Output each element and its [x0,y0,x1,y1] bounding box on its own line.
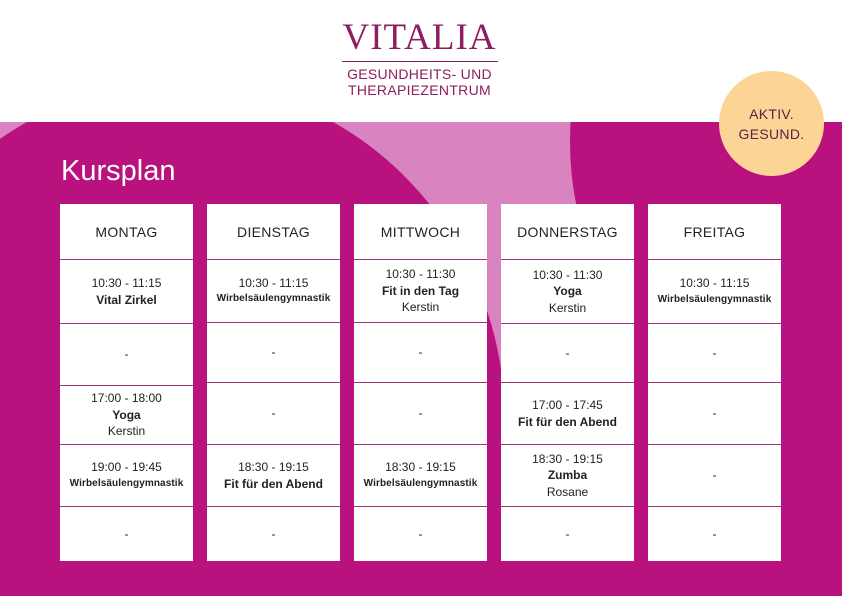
badge-line2: GESUND. [738,125,805,142]
empty-slot-dash: - [418,345,423,360]
course-name: Vital Zirkel [96,292,157,307]
empty-slot-dash: - [712,406,717,421]
course-slot [207,323,340,382]
course-slot [60,386,193,444]
course-time: 17:00 - 17:45 [532,398,603,412]
course-slot [354,445,487,506]
course-slot [354,323,487,382]
course-slot [501,507,634,561]
course-time: 19:00 - 19:45 [91,460,162,474]
course-slot [648,260,781,323]
course-slot [60,445,193,506]
course-slot [207,260,340,322]
day-header: DONNERSTAG [517,223,618,240]
slogan-badge [719,71,824,176]
course-slot [207,383,340,444]
course-slot [60,324,193,385]
course-slot [60,507,193,561]
empty-slot-dash: - [271,526,276,541]
day-column [207,204,340,561]
day-header: MONTAG [95,223,158,240]
course-slot [648,383,781,444]
day-header: MITTWOCH [380,223,461,240]
empty-slot-dash: - [124,347,129,362]
page-title: Kursplan [61,155,176,187]
course-name: Yoga [112,407,141,422]
day-column [354,204,487,561]
empty-slot-dash: - [124,526,129,541]
course-trainer: Kerstin [401,300,440,315]
brand-name: VITALIA [342,17,497,58]
course-name: Wirbelsäulengymnastik [216,293,331,304]
empty-slot-dash: - [712,345,717,360]
course-slot [207,445,340,506]
header [0,0,842,122]
day-column [60,204,193,561]
empty-slot-dash: - [565,345,570,360]
course-name: Zumba [547,468,588,483]
day-header: DIENSTAG [237,223,310,240]
course-time: 10:30 - 11:30 [532,267,603,282]
course-name: Fit für den Abend [224,476,323,491]
course-time: 18:30 - 19:15 [385,460,456,474]
course-slot [501,383,634,444]
course-slot [648,445,781,506]
badge-line1: AKTIV. [749,105,794,122]
course-slot [354,507,487,561]
course-time: 10:30 - 11:15 [679,276,750,290]
course-slot [354,260,487,322]
day-header: FREITAG [683,223,746,240]
course-slot [501,260,634,323]
empty-slot-dash: - [565,526,570,541]
brand-subtitle-line2: THERAPIEZENTRUM [348,82,491,98]
course-time: 18:30 - 19:15 [532,451,603,466]
course-slot [501,445,634,506]
course-slot [207,507,340,561]
course-name: Wirbelsäulengymnastik [657,293,772,305]
empty-slot-dash: - [418,406,423,421]
course-time: 10:30 - 11:30 [385,267,456,282]
brand-logo [332,18,507,98]
course-time: 17:00 - 18:00 [91,391,162,406]
course-slot [648,324,781,382]
day-column [501,204,634,561]
empty-slot-dash: - [712,468,717,483]
course-slot [648,507,781,561]
course-time: 10:30 - 11:15 [91,276,162,290]
course-name: Yoga [553,284,582,299]
empty-slot-dash: - [418,526,423,541]
course-name: Wirbelsäulengymnastik [363,477,478,489]
course-name: Fit für den Abend [518,414,617,429]
course-slot [501,324,634,382]
empty-slot-dash: - [271,406,276,421]
day-column [648,204,781,561]
course-time: 10:30 - 11:15 [238,275,309,290]
course-slot [60,260,193,323]
empty-slot-dash: - [712,526,717,541]
brand-subtitle-line1: GESUNDHEITS- UND [347,66,492,82]
course-name: Fit in den Tag [381,283,460,298]
course-trainer: Rosane [546,484,589,499]
empty-slot-dash: - [271,345,276,360]
brand-divider [342,61,498,62]
course-trainer: Kerstin [107,424,146,439]
course-name: Wirbelsäulengymnastik [69,477,184,489]
course-time: 18:30 - 19:15 [238,460,309,474]
course-trainer: Kerstin [548,300,587,315]
course-slot [354,383,487,444]
